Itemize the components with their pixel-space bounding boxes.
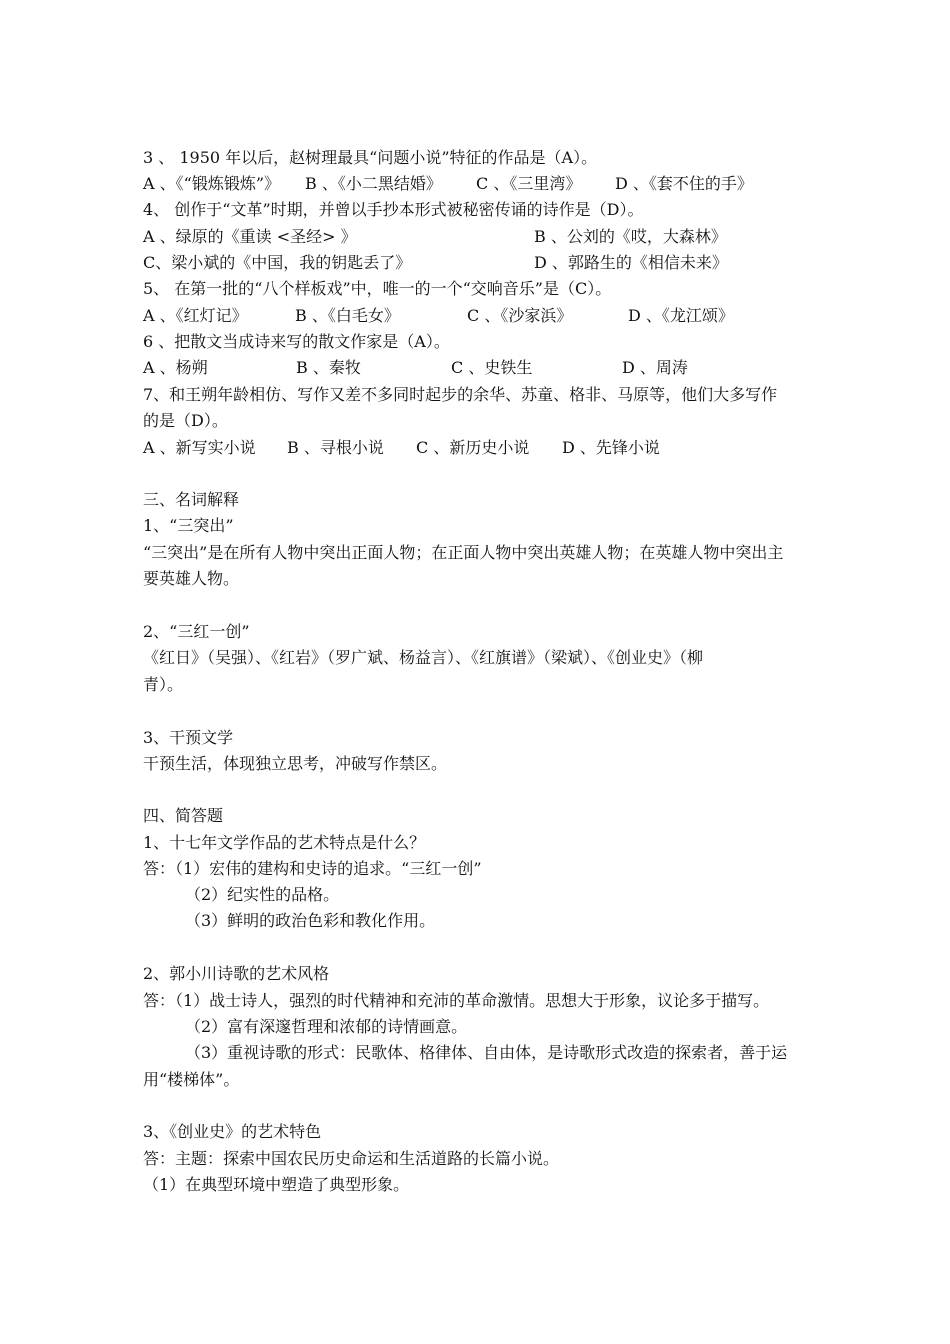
term-3-definition-line-1: 干预生活，体现独立思考，冲破写作禁区。 bbox=[143, 754, 448, 773]
answer-2-question: 2、郭小川诗歌的艺术风格 bbox=[143, 964, 330, 983]
question-3-option-c: C 、《三里湾》 bbox=[476, 174, 582, 193]
question-7-stem-line-1: 7、和王朔年龄相仿、写作又差不多同时起步的余华、苏童、格非、马原等，他们大多写作 bbox=[143, 385, 778, 404]
question-3-stem: 3 、 1950 年以后，赵树理最具“问题小说”特征的作品是（A）。 bbox=[143, 148, 598, 167]
term-2-title: 2、“三红一创” bbox=[143, 622, 250, 641]
question-4-option-a: A 、绿原的《重读 <圣经> 》 bbox=[143, 227, 357, 246]
answer-2-line-4: 用“楼梯体”。 bbox=[143, 1070, 240, 1089]
answer-2-line-2: （2）富有深邃哲理和浓郁的诗情画意。 bbox=[185, 1017, 468, 1036]
question-7-option-a: A 、新写实小说 bbox=[143, 438, 256, 457]
question-7-option-c: C 、新历史小说 bbox=[416, 438, 530, 457]
answer-3-line-1: 答：主题：探索中国农民历史命运和生活道路的长篇小说。 bbox=[143, 1149, 560, 1168]
term-1-definition-line-1: “三突出”是在所有人物中突出正面人物；在正面人物中突出英雄人物；在英雄人物中突出主 bbox=[143, 543, 784, 562]
question-5-option-c: C 、《沙家浜》 bbox=[467, 306, 573, 325]
question-4-stem: 4、 创作于“文革”时期，并曾以手抄本形式被秘密传诵的诗作是（D）。 bbox=[143, 200, 644, 219]
question-4-option-b: B 、公刘的《哎，大森林》 bbox=[534, 227, 727, 246]
answer-1-line-3: （3）鲜明的政治色彩和教化作用。 bbox=[185, 911, 436, 930]
question-3-option-d: D 、《套不住的手》 bbox=[615, 174, 753, 193]
question-4-option-d: D 、郭路生的《相信未来》 bbox=[534, 253, 728, 272]
term-1-title: 1、“三突出” bbox=[143, 516, 234, 535]
term-1-definition-line-2: 要英雄人物。 bbox=[143, 569, 240, 588]
question-3-option-a: A 、《“锻炼锻炼”》 bbox=[143, 174, 281, 193]
answer-1-question: 1、十七年文学作品的艺术特点是什么？ bbox=[143, 833, 426, 852]
answer-2-line-3: （3）重视诗歌的形式：民歌体、格律体、自由体，是诗歌形式改造的探索者，善于运 bbox=[185, 1043, 788, 1062]
question-3-option-b: B 、《小二黑结婚》 bbox=[305, 174, 442, 193]
term-3-title: 3、干预文学 bbox=[143, 728, 234, 747]
question-5-stem: 5、 在第一批的“八个样板戏”中，唯一的一个“交响音乐”是（C）。 bbox=[143, 279, 612, 298]
question-5-option-d: D 、《龙江颂》 bbox=[628, 306, 734, 325]
question-6-option-d: D 、周涛 bbox=[622, 358, 688, 377]
question-7-option-b: B 、寻根小说 bbox=[287, 438, 384, 457]
question-5-option-a: A 、《红灯记》 bbox=[143, 306, 248, 325]
answer-2-line-1: 答：（1）战士诗人，强烈的时代精神和充沛的革命激情。思想大于形象，议论多于描写。 bbox=[143, 991, 770, 1010]
answer-1-line-1: 答：（1）宏伟的建构和史诗的追求。“三红一创” bbox=[143, 859, 482, 878]
question-7-option-d: D 、先锋小说 bbox=[562, 438, 660, 457]
question-4-option-c: C、梁小斌的《中国，我的钥匙丢了》 bbox=[143, 253, 412, 272]
section-heading-short-answers: 四、简答题 bbox=[143, 806, 224, 825]
question-6-option-a: A 、杨朔 bbox=[143, 358, 208, 377]
question-6-stem: 6 、把散文当成诗来写的散文作家是（A）。 bbox=[143, 332, 450, 351]
term-2-definition-line-2: 青）。 bbox=[143, 675, 184, 694]
answer-3-question: 3、《创业史》的艺术特色 bbox=[143, 1122, 322, 1141]
question-5-option-b: B 、《白毛女》 bbox=[295, 306, 400, 325]
section-heading-terms: 三、名词解释 bbox=[143, 490, 240, 509]
question-7-stem-line-2: 的是（D）。 bbox=[143, 411, 228, 430]
term-2-definition-line-1: 《红日》（吴强）、《红岩》（罗广斌、杨益言）、《红旗谱》（梁斌）、《创业史》（柳 bbox=[143, 648, 704, 667]
answer-3-line-2: （1）在典型环境中塑造了典型形象。 bbox=[143, 1175, 410, 1194]
question-6-option-c: C 、史铁生 bbox=[451, 358, 533, 377]
question-6-option-b: B 、秦牧 bbox=[296, 358, 361, 377]
answer-1-line-2: （2）纪实性的品格。 bbox=[185, 885, 340, 904]
